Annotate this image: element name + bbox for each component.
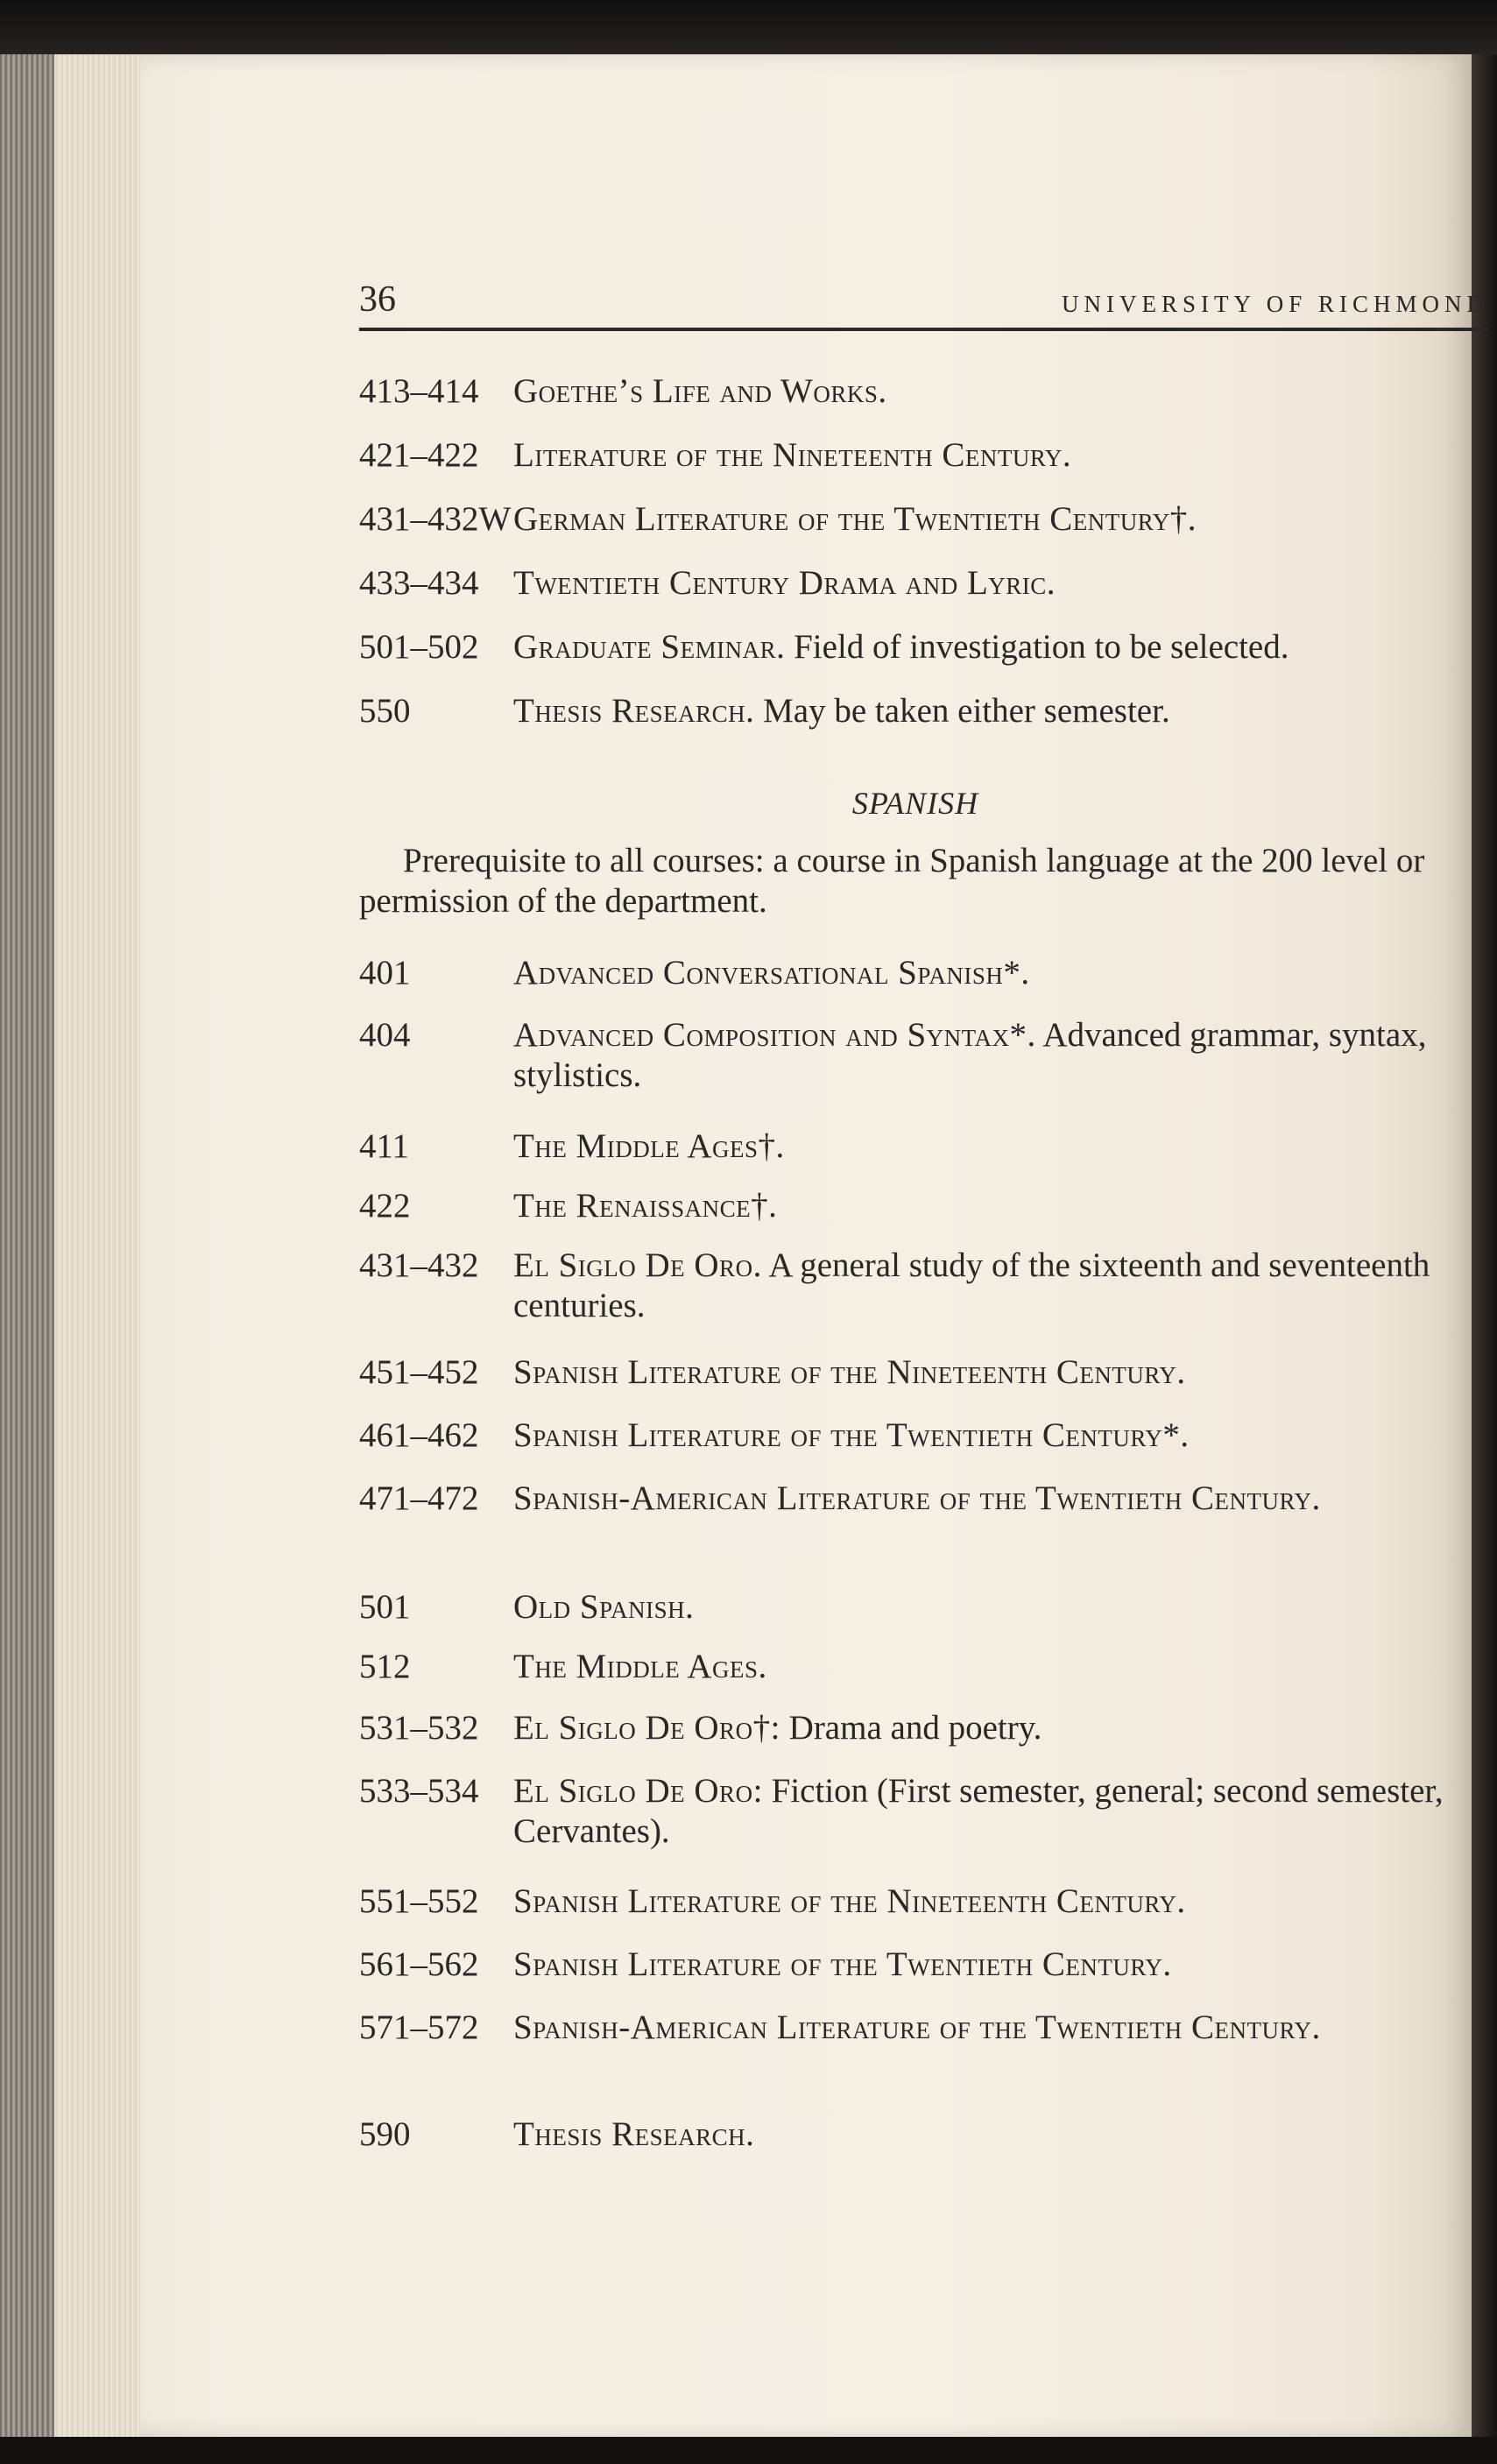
book-page-edges [54, 54, 142, 2437]
course-text [513, 1352, 1472, 1393]
course-number: 431–432 [359, 1246, 479, 1284]
course-number: 461–462 [359, 1416, 479, 1454]
course-text [513, 627, 1472, 667]
course-text [513, 1771, 1472, 1852]
scan-bottom-border [0, 2437, 1497, 2464]
section-heading-spanish: SPANISH [851, 786, 979, 821]
course-description: Field of investigation to be selected. [785, 628, 1289, 666]
course-title: Graduate Seminar. [513, 628, 786, 666]
course-number: 501–502 [359, 628, 479, 666]
course-text [513, 1015, 1472, 1096]
course-number: 550 [359, 692, 411, 730]
course-number: 421–422 [359, 436, 479, 474]
course-text [513, 2008, 1472, 2048]
course-description: Fiction (First semester, general; second semester, Cervantes). [513, 1772, 1444, 1850]
course-text [513, 953, 1472, 993]
course-number: 433–434 [359, 564, 479, 602]
course-title: Spanish-American Literature of the Twentieth Century. [513, 2009, 1321, 2046]
course-number: 401 [359, 954, 411, 992]
course-number: 431–432W [359, 500, 512, 538]
course-text [513, 691, 1472, 731]
course-text [513, 435, 1472, 476]
course-text [513, 1647, 1472, 1687]
course-title: El Siglo De Oro: [513, 1772, 763, 1810]
course-title: The Middle Ages†. [513, 1127, 785, 1165]
book-gutter-shadow [1472, 54, 1497, 2437]
course-text [513, 371, 1472, 412]
course-title: Old Spanish. [513, 1588, 695, 1626]
course-number: 501 [359, 1588, 411, 1626]
page-number: 36 [359, 279, 396, 320]
course-description: May be taken either semester. [754, 692, 1170, 730]
course-number: 451–452 [359, 1353, 479, 1391]
course-number: 551–552 [359, 1882, 479, 1920]
course-number: 512 [359, 1648, 411, 1685]
course-number: 422 [359, 1187, 411, 1225]
course-text [513, 2115, 1472, 2155]
course-number: 411 [359, 1127, 410, 1165]
course-number: 590 [359, 2115, 411, 2153]
course-title: Advanced Composition and Syntax*. [513, 1016, 1036, 1054]
course-title: Twentieth Century Drama and Lyric. [513, 564, 1056, 602]
course-number: 571–572 [359, 2009, 479, 2046]
course-text [513, 1186, 1472, 1226]
book-page-stack [0, 54, 54, 2437]
running-head: UNIVERSITY OF RICHMOND [1061, 291, 1489, 317]
course-title: Spanish Literature of the Twentieth Century*. [513, 1416, 1190, 1454]
course-title: Goethe’s Life and Works. [513, 372, 887, 410]
course-text [513, 1708, 1472, 1748]
course-title: Spanish Literature of the Nineteenth Century. [513, 1353, 1186, 1391]
course-title: Thesis Research. [513, 2115, 755, 2153]
course-text [513, 499, 1472, 540]
course-number: 471–472 [359, 1479, 479, 1517]
course-number: 413–414 [359, 372, 479, 410]
course-text [513, 1416, 1472, 1456]
course-title: Thesis Research. [513, 692, 755, 730]
course-description: Advanced grammar, syntax, stylistics. [513, 1016, 1427, 1094]
course-title: Literature of the Nineteenth Century. [513, 436, 1072, 474]
course-text [513, 1479, 1472, 1519]
course-description: A general study of the sixteenth and seventeenth centuries. [513, 1246, 1430, 1324]
course-title: Spanish Literature of the Twentieth Century. [513, 1945, 1172, 1983]
course-text [513, 1587, 1472, 1627]
course-title: Spanish Literature of the Nineteenth Century. [513, 1882, 1186, 1920]
course-title: The Renaissance†. [513, 1187, 778, 1225]
course-title: El Siglo De Oro†: [513, 1709, 780, 1747]
course-title: Spanish-American Literature of the Twentieth Century. [513, 1479, 1321, 1517]
page-header [359, 279, 1489, 328]
course-title: The Middle Ages. [513, 1648, 767, 1685]
course-text [513, 563, 1472, 604]
course-number: 531–532 [359, 1709, 479, 1747]
course-text [513, 1126, 1472, 1167]
course-title: German Literature of the Twentieth Century†. [513, 500, 1197, 538]
course-number: 404 [359, 1016, 411, 1054]
course-title: El Siglo De Oro. [513, 1246, 762, 1284]
course-text [513, 1246, 1472, 1326]
prerequisite-note: Prerequisite to all courses: a course in Spanish language at the 200 level or permission of the department. [359, 842, 1425, 920]
scan-top-border [0, 0, 1497, 54]
course-title: Advanced Conversational Spanish*. [513, 954, 1030, 992]
course-number: 561–562 [359, 1945, 479, 1983]
course-text [513, 1882, 1472, 1922]
course-description: Drama and poetry. [780, 1709, 1042, 1747]
header-rule [359, 328, 1489, 331]
course-text [513, 1945, 1472, 1985]
course-number: 533–534 [359, 1772, 479, 1810]
